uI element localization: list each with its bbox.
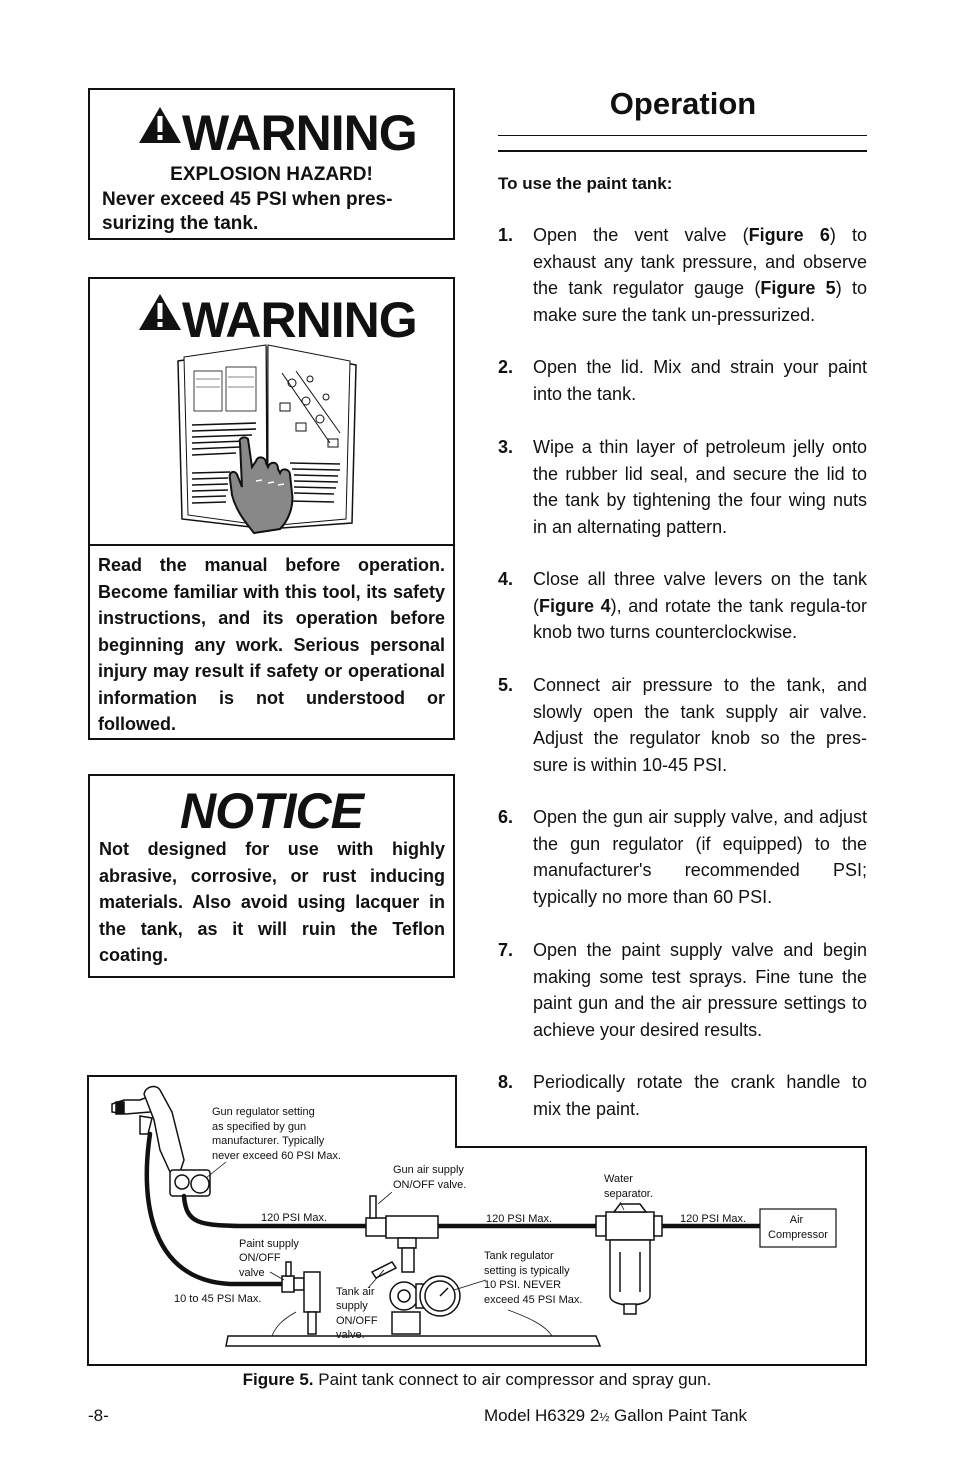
label-psi-mid-hose: 120 PSI Max. <box>486 1213 553 1225</box>
paint-supply-valve-icon <box>282 1262 320 1334</box>
step-number: 3. <box>498 437 514 457</box>
notice-text: Not designed for use with highly abrasive, corrosive, or rust inducing materials. Also avoid using lacquer in the tank, as it will ruin the Teflon coating. <box>99 839 445 965</box>
step-text: Wipe a thin layer of petroleum jelly onto the rubber lid seal, and secure the lid to the tank by tightening the four wing nuts in an alternating pattern. <box>533 437 867 537</box>
label-tank-regulator: Tank regulator setting is typically 10 PSI. NEVER exceed 45 PSI Max. <box>484 1250 583 1306</box>
step-number: 6. <box>498 807 514 827</box>
intro-heading: To use the paint tank: <box>498 174 673 193</box>
section-title: Operation <box>609 86 757 121</box>
figure-caption-label: Figure 5. <box>242 1370 314 1389</box>
cart-base <box>226 1336 600 1346</box>
tank-regulator-icon <box>390 1276 460 1334</box>
spray-gun-icon <box>112 1087 210 1196</box>
label-gun-regulator: Gun regulator setting as specified by gun manufacturer. Typically never exceed 60 PSI Max. <box>212 1106 342 1162</box>
figure-caption-text: Paint tank connect to air compressor and spray gun. <box>313 1370 712 1389</box>
label-gun-air-supply: Gun air supply ON/OFF valve. <box>393 1164 467 1191</box>
label-water-separator: Water separator. <box>604 1173 653 1200</box>
label-psi-compressor-hose: 120 PSI Max. <box>680 1213 747 1225</box>
step-number: 7. <box>498 940 514 960</box>
step-text: Close all three valve levers on the tank (Figure 4), and rotate the tank regula-tor knob two turns counterclockwise. <box>533 569 867 642</box>
step-number: 4. <box>498 569 514 589</box>
label-psi-gun-hose: 120 PSI Max. <box>261 1212 328 1224</box>
figure-ref: Figure 4 <box>539 595 611 616</box>
model-footer: Model H6329 2½ Gallon Paint Tank <box>484 1406 747 1425</box>
warning-text: Read the manual before operation. Become familiar with this tool, its safety instructions, and its operation before beginning any work. Serious personal injury may result if safety or operational information is not understood or followed. <box>98 555 445 734</box>
step-text: Connect air pressure to the tank, and slowly open the tank supply air valve. Adjust the regulator knob so the pres-sure is within 10-45 PSI. <box>533 675 867 775</box>
step-number: 5. <box>498 675 514 695</box>
step-text: Periodically rotate the crank handle to mix the paint. <box>533 1072 867 1119</box>
warning-headline: EXPLOSION HAZARD! <box>170 164 373 185</box>
step-number: 8. <box>498 1072 514 1092</box>
page-number: -8- <box>88 1406 109 1425</box>
label-tank-air-supply: Tank air supply ON/OFF valve. <box>336 1286 378 1341</box>
warning-title: WARNING <box>182 292 417 348</box>
step-number: 2. <box>498 357 514 377</box>
step-text: Open the paint supply valve and begin making some test sprays. Fine tune the paint gun and the air pressure settings to achieve your desired results. <box>533 940 867 1040</box>
label-air-compressor: Air Compressor <box>768 1214 828 1241</box>
figure-frame <box>88 1076 866 1365</box>
label-psi-paint-hose: 10 to 45 PSI Max. <box>174 1293 262 1305</box>
water-separator-icon <box>596 1204 662 1314</box>
notice-title: NOTICE <box>180 783 363 839</box>
figure-caption <box>0 1370 954 1390</box>
gun-air-valve-icon <box>366 1196 438 1272</box>
warning-text: Never exceed 45 PSI when pres-surizing the tank. <box>102 189 393 234</box>
figure-ref: Figure 6 <box>748 225 830 245</box>
step-text: Open the lid. Mix and strain your paint into the tank. <box>533 357 867 404</box>
label-paint-supply-valve: Paint supply ON/OFF valve <box>239 1238 299 1279</box>
warning-title: WARNING <box>182 105 417 161</box>
figure-ref: Figure 5 <box>760 278 836 298</box>
step-text: Open the gun air supply valve, and adjust the gun regulator (if equipped) to the manufacturer's recommended PSI; typically no more than 60 PSI. <box>533 807 867 907</box>
step-number: 1. <box>498 225 514 245</box>
step-text: Open the vent valve (Figure 6) to exhaust any tank pressure, and observe the tank regulator gauge (Figure 5) to make sure the tank un-pressurized. <box>533 225 867 325</box>
